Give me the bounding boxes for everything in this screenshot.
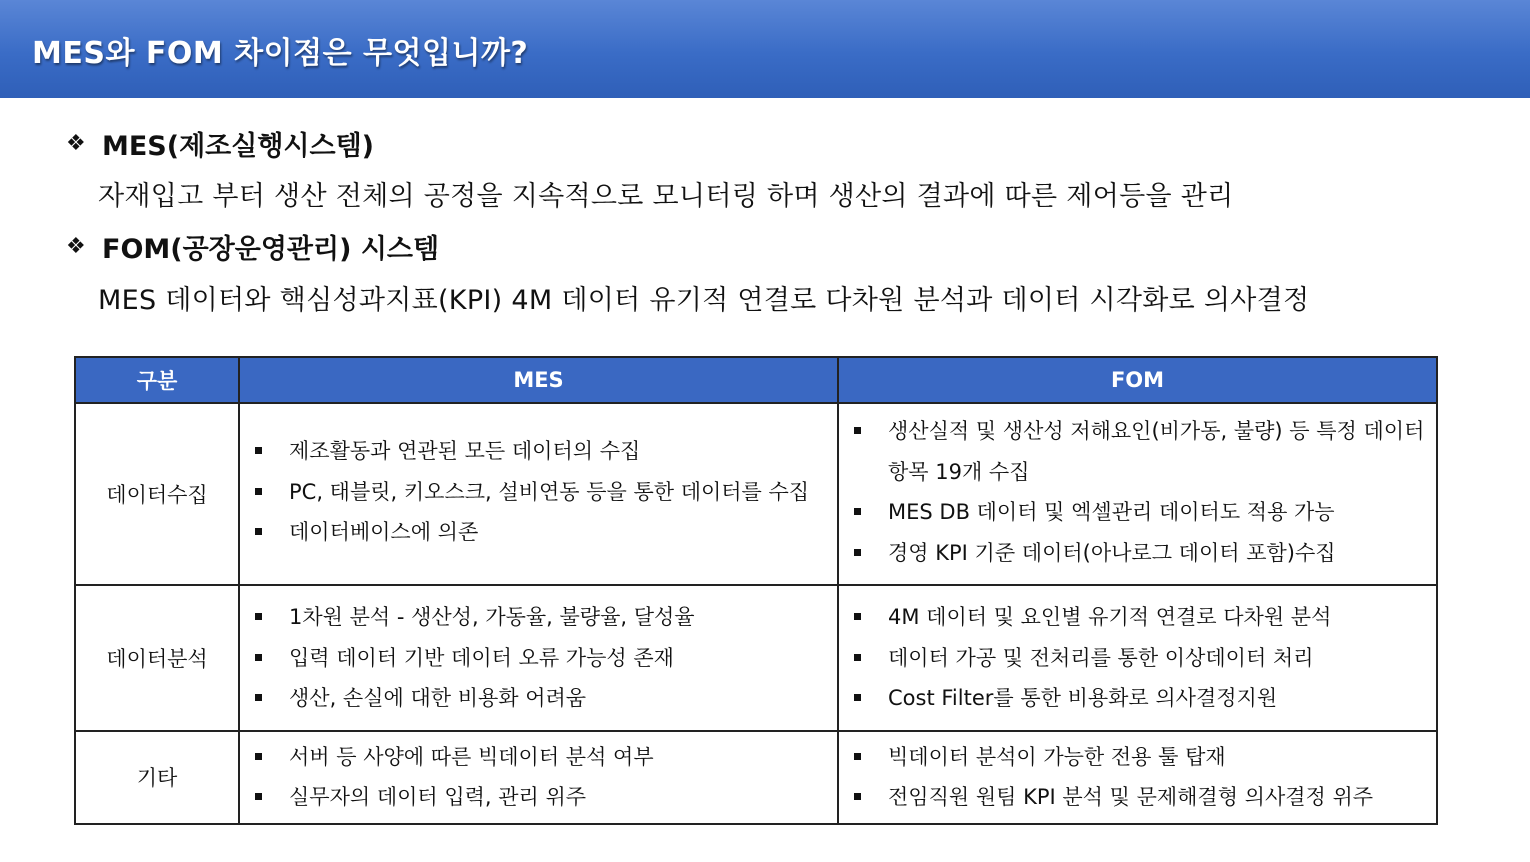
header-mes: MES [239, 357, 838, 403]
list-item: 경영 KPI 기준 데이터(아나로그 데이터 포함)수집 [852, 533, 1425, 574]
list-item: 빅데이터 분석이 가능한 전용 툴 탑재 [852, 737, 1425, 778]
section-description: MES 데이터와 핵심성과지표(KPI) 4M 데이터 유기적 연결로 다차원 분석과 데이터 시각화로 의사결정 [98, 285, 1310, 316]
row-label: 데이터분석 [75, 585, 239, 731]
table-row [75, 403, 1437, 585]
section-mes [66, 124, 374, 163]
fom-cell [838, 403, 1437, 585]
table-row [75, 585, 1437, 731]
list-item: 생산실적 및 생산성 저해요인(비가동, 불량) 등 특정 데이터 항목 19개 수집 [852, 411, 1425, 492]
list-item: 입력 데이터 기반 데이터 오류 가능성 존재 [253, 638, 826, 679]
title-bar [0, 0, 1530, 98]
diamond-bullet-icon: ❖ [66, 131, 86, 156]
section-fom [66, 227, 439, 266]
list-item: Cost Filter를 통한 비용화로 의사결정지원 [852, 678, 1425, 719]
header-category: 구분 [75, 357, 239, 403]
section-description: 자재입고 부터 생산 전체의 공정을 지속적으로 모니터링 하며 생산의 결과에 따른 제어등을 관리 [98, 181, 1234, 212]
list-item: 4M 데이터 및 요인별 유기적 연결로 다차원 분석 [852, 597, 1425, 638]
page-title: MES와 FOM 차이점은 무엇입니까? [32, 36, 529, 71]
mes-cell [239, 731, 838, 824]
list-item: 데이터 가공 및 전처리를 통한 이상데이터 처리 [852, 638, 1425, 679]
header-fom: FOM [838, 357, 1437, 403]
section-heading: FOM(공장운영관리) 시스템 [102, 234, 440, 265]
mes-cell [239, 403, 838, 585]
mes-cell [239, 585, 838, 731]
diamond-bullet-icon: ❖ [66, 234, 86, 259]
list-item: PC, 태블릿, 키오스크, 설비연동 등을 통한 데이터를 수집 [253, 472, 826, 513]
row-label: 데이터수집 [75, 403, 239, 585]
row-label: 기타 [75, 731, 239, 824]
fom-cell [838, 731, 1437, 824]
table-row [75, 731, 1437, 824]
section-heading: MES(제조실행시스템) [102, 131, 375, 162]
list-item: 생산, 손실에 대한 비용화 어려움 [253, 678, 826, 719]
list-item: 전임직원 원팀 KPI 분석 및 문제해결형 의사결정 위주 [852, 777, 1425, 818]
list-item: 서버 등 사양에 따른 빅데이터 분석 여부 [253, 737, 826, 778]
fom-cell [838, 585, 1437, 731]
list-item: 제조활동과 연관된 모든 데이터의 수집 [253, 431, 826, 472]
table-header-row [75, 357, 1437, 403]
list-item: 데이터베이스에 의존 [253, 512, 826, 553]
comparison-table [74, 356, 1438, 825]
list-item: 1차원 분석 - 생산성, 가동율, 불량율, 달성율 [253, 597, 826, 638]
list-item: 실무자의 데이터 입력, 관리 위주 [253, 777, 826, 818]
list-item: MES DB 데이터 및 엑셀관리 데이터도 적용 가능 [852, 492, 1425, 533]
